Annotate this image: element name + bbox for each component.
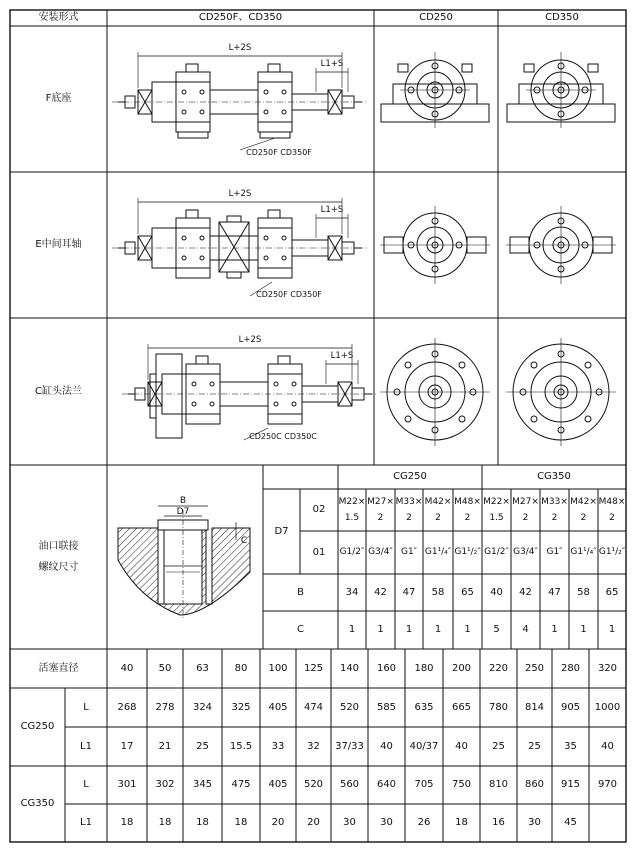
header-model-main: CD250F、CD350 — [198, 12, 283, 24]
header-model-cd250: CD250 — [419, 12, 453, 24]
dim-value-cell: 810 — [488, 779, 509, 791]
piston-diameter-cell: 140 — [339, 662, 360, 674]
port-02-line1: M42× — [570, 497, 597, 508]
dim-total-f: L+2S — [228, 43, 252, 54]
dim-value-cell: 15.5 — [229, 740, 253, 752]
port-01-cell: G1¹/₂″ — [454, 547, 481, 558]
port-02-line2: 2 — [522, 512, 529, 523]
port-c-cell: 4 — [522, 624, 529, 636]
piston-diameter-cell: 50 — [158, 662, 172, 674]
dim-value-cell: 905 — [560, 701, 581, 713]
dim-value-cell: 40 — [601, 740, 614, 752]
port-01-cell: G1¹/₄″ — [570, 547, 597, 558]
group-label-cg250: CG250 — [20, 721, 55, 733]
port-02-line2: 2 — [464, 512, 471, 523]
piston-label: 活塞直径 — [38, 662, 79, 674]
port-01-cell: G1″ — [400, 547, 418, 558]
dim-value-cell: 20 — [271, 817, 285, 829]
dim-rod-e: L1+S — [320, 205, 344, 216]
dim-value-cell: 18 — [455, 817, 468, 829]
port-b-cell: 40 — [490, 586, 503, 598]
piston-diameter-cell: 280 — [560, 662, 581, 674]
piston-diameter-cell: 160 — [376, 662, 397, 674]
group-cg250: CG250 — [393, 471, 427, 483]
dim-value-cell: 520 — [339, 701, 360, 713]
header-model-cd350: CD350 — [545, 12, 579, 24]
mount-label-e: E中间耳轴 — [35, 239, 82, 251]
port-01-cell: G1/2″ — [484, 547, 509, 558]
dim-value-cell: 302 — [155, 779, 175, 791]
dim-value-cell — [589, 804, 626, 842]
dim-value-cell: 915 — [560, 779, 581, 791]
dim-value-cell: 278 — [155, 701, 175, 713]
port-c-cell: 1 — [551, 624, 558, 636]
dim-rod-c: L1+S — [330, 351, 354, 362]
dim-value-cell: 18 — [120, 817, 134, 829]
dim-value-cell: 33 — [271, 740, 285, 752]
dim-value-cell: 705 — [414, 779, 434, 791]
dim-value-cell: 18 — [158, 817, 172, 829]
piston-diameter-cell: 80 — [234, 662, 248, 674]
port-02-line1: M22× — [338, 497, 366, 508]
caption-c: CD250C CD350C — [249, 432, 317, 442]
dim-value-cell: 560 — [339, 779, 360, 791]
port-02-line1: M22× — [483, 497, 510, 508]
piston-diameter-cell: 250 — [524, 662, 545, 674]
piston-diameter-cell: 40 — [120, 662, 134, 674]
port-01-cell: G1¹/₂″ — [598, 547, 626, 558]
port-02-line2: 2 — [580, 512, 587, 523]
dim-value-cell: 30 — [528, 817, 541, 829]
mount-label-c: C缸头法兰 — [35, 385, 82, 397]
port-label-line2: 螺纹尺寸 — [38, 562, 79, 573]
dim-value-cell: 475 — [231, 779, 251, 791]
mount-label-f: F底座 — [45, 93, 72, 105]
dim-value-cell: 25 — [492, 740, 505, 752]
port-02-cell — [366, 489, 395, 531]
header-mount-type: 安装形式 — [38, 12, 79, 24]
row-label-b: B — [297, 586, 304, 598]
dim-value-cell: 301 — [117, 779, 137, 791]
port-02-cell — [511, 489, 540, 531]
dim-value-cell: 750 — [451, 779, 472, 791]
port-c-cell: 5 — [493, 624, 500, 636]
dim-value-cell: 17 — [120, 740, 134, 752]
port-02-cell — [482, 489, 511, 531]
port-b-cell: 58 — [577, 586, 590, 598]
port-b-cell: 42 — [374, 586, 387, 598]
dim-value-cell: 18 — [196, 817, 209, 829]
dim-value-cell: 1000 — [594, 701, 621, 713]
d7-label: D7 — [274, 525, 289, 537]
dim-value-cell: 860 — [524, 779, 545, 791]
port-02-line2: 1.5 — [489, 512, 504, 523]
port-c-cell: 1 — [377, 624, 384, 636]
port-b-cell: 47 — [402, 586, 416, 598]
piston-diameter-cell: 220 — [488, 662, 509, 674]
group-label-cg350: CG350 — [20, 798, 55, 810]
dim-value-cell: 585 — [376, 701, 397, 713]
fig-label-c: C — [240, 535, 248, 546]
port-02-line1: M33× — [541, 497, 568, 508]
port-label — [10, 465, 107, 649]
dim-value-cell: 345 — [192, 779, 213, 791]
dim-value-cell: 21 — [158, 740, 172, 752]
port-b-cell: 34 — [345, 586, 359, 598]
port-02-line2: 1.5 — [344, 512, 360, 523]
port-section-figure — [118, 506, 250, 620]
dim-value-cell: 18 — [234, 817, 248, 829]
dim-value-cell: 405 — [268, 779, 288, 791]
row-label-c: C — [297, 624, 304, 636]
dim-value-cell: 40 — [455, 740, 468, 752]
port-c-cell: 1 — [348, 624, 356, 636]
dim-value-cell: 25 — [528, 740, 541, 752]
dim-total-e: L+2S — [228, 189, 252, 200]
port-02-cell — [338, 489, 366, 531]
port-02-line1: M27× — [512, 497, 539, 508]
port-c-cell: 1 — [464, 624, 471, 636]
piston-diameter-cell: 125 — [303, 662, 324, 674]
port-02-cell — [598, 489, 626, 531]
port-02-line2: 2 — [609, 512, 615, 523]
port-02-line1: M27× — [367, 497, 394, 508]
dim-value-cell: 30 — [380, 817, 393, 829]
dim-value-cell: 37/33 — [335, 740, 364, 752]
dim-value-cell: 324 — [192, 701, 213, 713]
port-02-cell — [540, 489, 569, 531]
row-label-cg250-l: L — [83, 701, 89, 713]
port-02-cell — [453, 489, 482, 531]
piston-diameter-cell: 200 — [451, 662, 472, 674]
dim-value-cell: 20 — [307, 817, 320, 829]
dim-value-cell: 45 — [564, 817, 577, 829]
port-02-line1: M42× — [424, 497, 452, 508]
dim-value-cell: 635 — [414, 701, 434, 713]
port-02-line1: M33× — [395, 497, 423, 508]
port-01-cell: G3/4″ — [513, 547, 538, 558]
dim-value-cell: 405 — [268, 701, 288, 713]
dim-value-cell: 32 — [307, 740, 320, 752]
dim-value-cell: 970 — [597, 779, 618, 791]
port-c-cell: 1 — [580, 624, 587, 636]
port-b-cell: 65 — [461, 586, 474, 598]
dim-value-cell: 25 — [196, 740, 209, 752]
port-b-cell: 42 — [519, 586, 532, 598]
dim-value-cell: 325 — [231, 701, 251, 713]
dim-value-cell: 520 — [303, 779, 324, 791]
row-label-cg350-l1: L1 — [80, 817, 92, 829]
caption-f: CD250F CD350F — [246, 148, 312, 158]
port-02-cell — [423, 489, 453, 531]
port-b-cell: 47 — [548, 586, 561, 598]
port-01-cell: G1/2″ — [339, 547, 365, 558]
piston-diameter-cell: 320 — [597, 662, 618, 674]
caption-e: CD250F CD350F — [256, 290, 322, 300]
port-c-cell: 1 — [608, 624, 616, 636]
port-01-cell: G3/4″ — [368, 547, 393, 558]
fig-label-b: B — [179, 495, 187, 506]
port-02-line2: 2 — [406, 512, 412, 523]
port-02-line2: 2 — [435, 512, 441, 523]
port-02-line2: 2 — [551, 512, 558, 523]
dim-value-cell: 665 — [451, 701, 472, 713]
piston-diameter-cell: 63 — [196, 662, 209, 674]
piston-diameter-cell: 100 — [268, 662, 288, 674]
group-cg350: CG350 — [537, 471, 571, 483]
row-label-01: 01 — [312, 546, 326, 558]
dim-value-cell: 474 — [303, 701, 324, 713]
dim-value-cell: 40 — [380, 740, 393, 752]
dim-total-c: L+2S — [238, 335, 262, 346]
port-02-cell — [569, 489, 598, 531]
fig-label-d7: D7 — [176, 506, 190, 517]
port-02-cell — [395, 489, 423, 531]
dim-value-cell: 16 — [492, 817, 505, 829]
row-label-cg250-l1: L1 — [80, 740, 92, 752]
dim-value-cell: 814 — [524, 701, 545, 713]
row-label-02: 02 — [312, 504, 326, 516]
dim-value-cell: 640 — [376, 779, 397, 791]
dim-value-cell: 26 — [417, 817, 431, 829]
port-02-line1: M48× — [454, 497, 481, 508]
dim-value-cell: 30 — [343, 817, 356, 829]
dim-value-cell: 40/37 — [409, 740, 439, 752]
port-01-cell: G1¹/₄″ — [424, 547, 452, 558]
port-b-cell: 58 — [431, 586, 445, 598]
port-b-cell: 65 — [605, 586, 619, 598]
port-c-cell: 1 — [434, 624, 442, 636]
port-02-line1: M48× — [598, 497, 626, 508]
port-02-line2: 2 — [377, 512, 384, 523]
port-c-cell: 1 — [405, 624, 413, 636]
dim-rod-f: L1+S — [320, 59, 344, 70]
port-label-line1: 油口联接 — [38, 540, 79, 552]
dim-value-cell: 780 — [488, 701, 509, 713]
piston-diameter-cell: 180 — [414, 662, 434, 674]
row-label-cg350-l: L — [83, 779, 89, 791]
dim-value-cell: 268 — [117, 701, 137, 713]
dim-value-cell: 35 — [564, 740, 577, 752]
port-01-cell: G1″ — [546, 547, 563, 558]
